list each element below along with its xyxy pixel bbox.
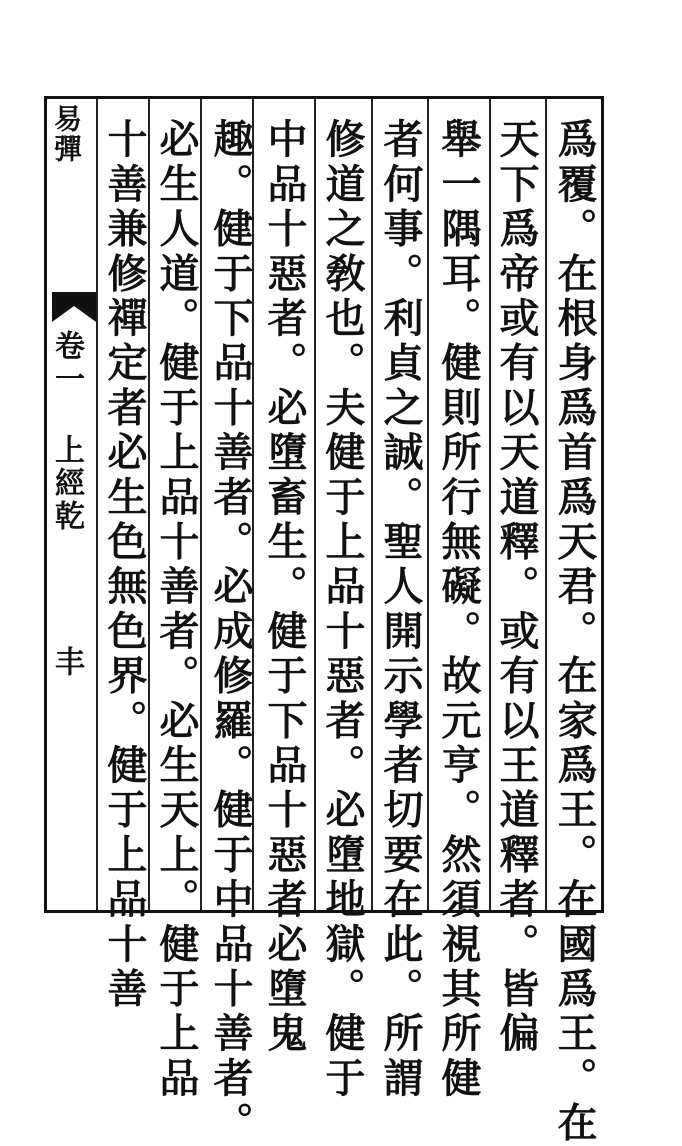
column-rule <box>427 99 429 910</box>
text-column-6: 中品十惡者。必墮畜生。健于下品十惡者必墮鬼 <box>261 118 308 1057</box>
text-column-5: 修道之敎也。夫健于上品十惡者。必墮地獄。健于 <box>319 118 366 1102</box>
frame-right-border <box>601 96 604 913</box>
text-column-7: 趣。健于下品十善者。必成修羅。健于中品十善者。 <box>207 118 254 1146</box>
column-rule <box>545 99 547 910</box>
text-column-8: 必生人道。健于上品十善者。必生天上。健于上品 <box>153 118 200 1102</box>
volume-chapter-label: 卷一 上經乾 <box>49 330 84 533</box>
text-column-1: 爲覆。在根身爲首爲天君。在家爲王。在國爲王。在 <box>551 118 598 1146</box>
column-rule <box>371 99 373 910</box>
fishtail-mark-icon <box>52 292 96 322</box>
text-column-9: 十善兼修禪定者必生色無色界。健于上品十善 <box>101 118 148 1012</box>
text-column-3: 舉一隅耳。健則所行無礙。故元亨。然須視其所健 <box>435 118 482 1102</box>
text-column-4: 者何事。利貞之誠。聖人開示學者切要在此。所謂 <box>377 118 424 1102</box>
page-number: 丰 <box>49 646 84 676</box>
text-column-2: 天下爲帝或有以天道釋。或有以王道釋者。皆偏 <box>493 118 540 1057</box>
frame-top-border <box>44 96 604 99</box>
book-title: 易彈 <box>50 104 83 164</box>
